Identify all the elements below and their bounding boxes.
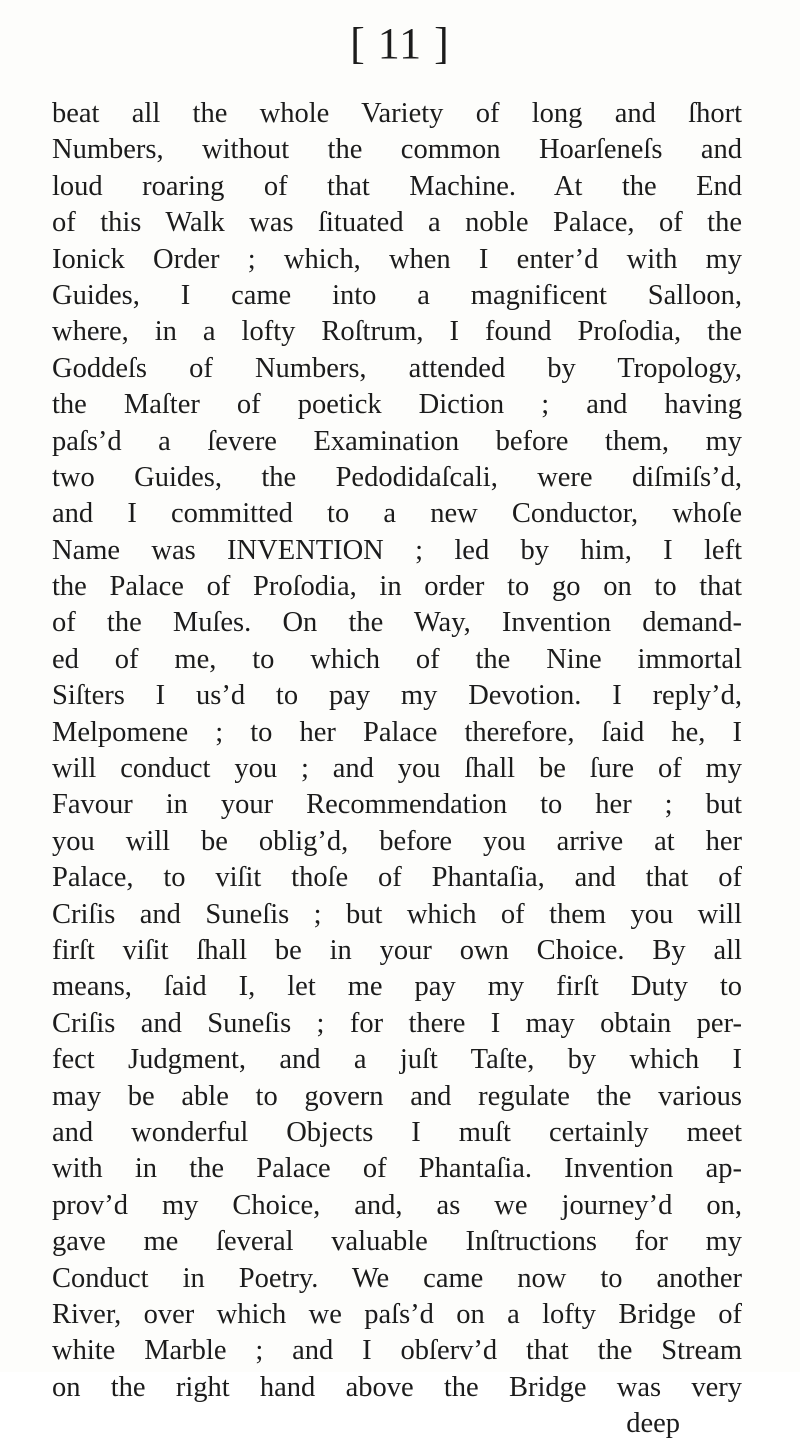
text-line: prov’d my Choice, and, as we journey’d on,	[52, 1189, 742, 1221]
text-line: Melpomene ; to her Palace therefore, ſaid he, I	[52, 716, 742, 748]
text-line: Name was INVENTION ; led by him, I left	[52, 534, 742, 566]
text-line: of this Walk was ſituated a noble Palace, of the	[52, 207, 742, 239]
text-line: will conduct you ; and you ſhall be ſure of my	[52, 753, 742, 785]
page-number-text: [ 11 ]	[350, 19, 450, 68]
text-line: Goddeſs of Numbers, attended by Tropology,	[52, 352, 742, 384]
page-number	[0, 14, 800, 74]
text-line: Conduct in Poetry. We came now to another	[52, 1262, 742, 1294]
text-line: two Guides, the Pedodidaſcali, were diſmiſs’d,	[52, 461, 742, 493]
text-line: means, ſaid I, let me pay my firſt Duty to	[52, 971, 742, 1003]
text-line: on the right hand above the Bridge was very	[52, 1371, 742, 1403]
catchword: deep	[626, 1408, 680, 1440]
text-line: firſt viſit ſhall be in your own Choice. By all	[52, 934, 742, 966]
text-line: loud roaring of that Machine. At the End	[52, 170, 742, 202]
text-line: and I committed to a new Conductor, whoſe	[52, 498, 742, 530]
text-line: Numbers, without the common Hoarſeneſs and	[52, 134, 742, 166]
text-line: may be able to govern and regulate the various	[52, 1080, 742, 1112]
text-line: and wonderful Objects I muſt certainly meet	[52, 1116, 742, 1148]
text-line: gave me ſeveral valuable Inſtructions for my	[52, 1226, 742, 1258]
text-line: Guides, I came into a magnificent Salloon,	[52, 279, 742, 311]
text-line: beat all the whole Variety of long and ſhort	[52, 98, 742, 129]
text-line: Criſis and Suneſis ; but which of them you will	[52, 898, 742, 930]
text-line: the Maſter of poetick Diction ; and having	[52, 389, 742, 421]
text-line: Siſters I us’d to pay my Devotion. I reply’d,	[52, 680, 742, 712]
text-line: where, in a lofty Roſtrum, I found Proſodia, the	[52, 316, 742, 348]
body-text	[52, 96, 742, 1442]
text-line: paſs’d a ſevere Examination before them, my	[52, 425, 742, 457]
text-line: fect Judgment, and a juſt Taſte, by which I	[52, 1044, 742, 1076]
text-line: Favour in your Recommendation to her ; but	[52, 789, 742, 821]
text-line: Ionick Order ; which, when I enter’d with my	[52, 243, 742, 275]
text-line: of the Muſes. On the Way, Invention demand-	[52, 607, 742, 639]
text-line: with in the Palace of Phantaſia. Invention ap-	[52, 1153, 742, 1185]
text-line: ed of me, to which of the Nine immortal	[52, 643, 742, 675]
text-line: white Marble ; and I obſerv’d that the Stream	[52, 1335, 742, 1367]
text-line: River, over which we paſs’d on a lofty Bridge of	[52, 1298, 742, 1330]
text-line: you will be oblig’d, before you arrive at her	[52, 825, 742, 857]
text-line: Criſis and Suneſis ; for there I may obtain per-	[52, 1007, 742, 1039]
text-line: Palace, to viſit thoſe of Phantaſia, and that of	[52, 862, 742, 894]
text-line: the Palace of Proſodia, in order to go on to that	[52, 571, 742, 603]
